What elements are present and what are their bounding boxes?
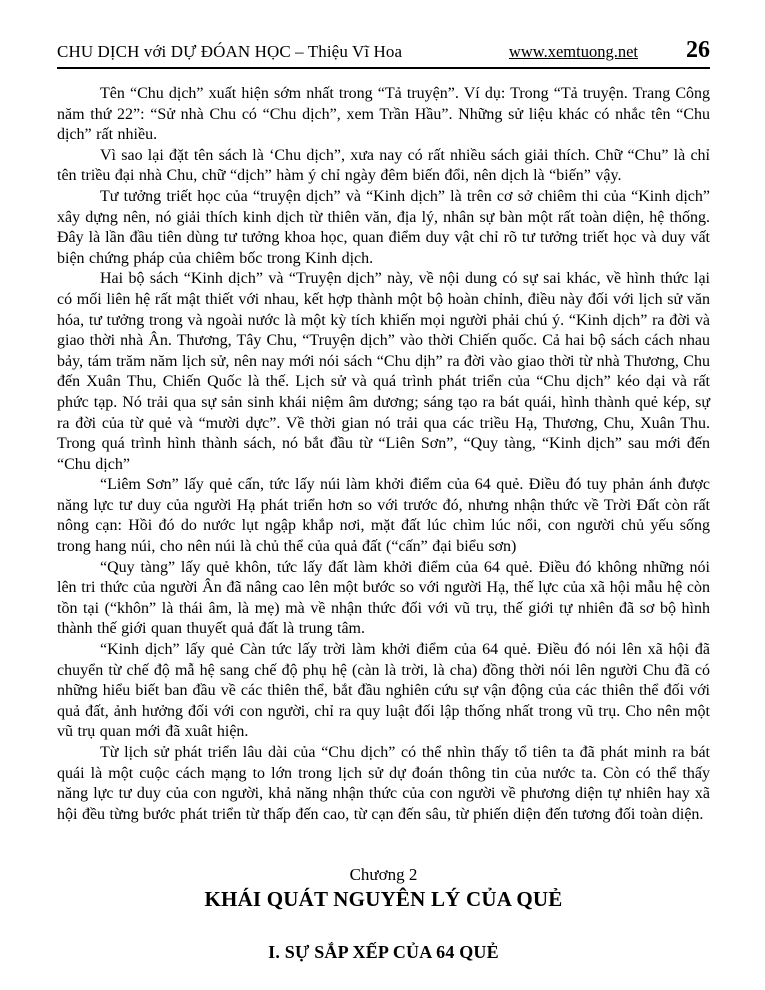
page-number: 26 [686, 37, 710, 63]
paragraph: Tên “Chu dịch” xuất hiện sớm nhất trong “Tả truyện”. Ví dụ: Trong “Tả truyện. Trang Công năm thứ 22”: “Sử nhà Chu có “Chu dịch”, xem Trần Hầu”. Những sử liệu khác có nhắc tên “Chu dịch” rất nhiều. [57, 85, 710, 144]
paragraph: Từ lịch sử phát triển lâu dài của “Chu dịch” có thể nhìn thấy tổ tiên ta đã phát minh ra bát quái là một cuộc cách mạng to lớn trong lịch sử dự đoán thông tin của nước ta. Còn có thể thấy năng lực tư duy của con người, khả năng nhận thức của con người về phương diện tự nhiên hay xã hội đều từng bước phát triển từ thấp đến cao, từ cạn đến sâu, từ phiến diện đến tương đối toàn diện. [57, 744, 710, 823]
chapter-heading [57, 865, 710, 963]
paragraph: Hai bộ sách “Kinh dịch” và “Truyện dịch” này, về nội dung có sự sai khác, về hình thức lại có mối liên hệ rất mật thiết với nhau, kết hợp thành một bộ hoàn chỉnh, điều này đối với lịch sử văn hóa, tư tưởng trong và ngoài nước là một kỳ tích khiến mọi người phải chú ý. “Kinh dịch” ra đời và giao thời nhà Ân. Thương, Tây Chu, “Truyện dịch” vào thời Chiến quốc. Cả hai bộ sách cách nhau bảy, tám trăm năm lịch sử, nên nay mới nói sách “Chu dịh” ra đời vào giao thời từ nhà Thương, Chu đến Xuân Thu, Chiến Quốc là thế. Lịch sử và quá trình phát triển của “Chu dịch” kéo dại và rất phức tạp. Nó trải qua sự sản sinh khái niệm âm dương; sáng tạo ra bát quái, hình thành quẻ kép, sự ra đời của từ quẻ và “mười dực”. Về thời gian nó trải qua các triều Hạ, Thương, Chu, Xuân Thu. Trong quá trình hình thành sách, nó bắt đầu từ “Liên Sơn”, “Quy tàng, “Kinh dịch” sau mới đến “Chu dịch” [57, 270, 710, 473]
body-text [57, 84, 710, 825]
paragraph: “Kinh dịch” lấy quẻ Càn tức lấy trời làm khởi điểm của 64 quẻ. Điều đó nói lên xã hội đã chuyển từ chế độ mẫ hệ sang chế độ phụ hệ (càn là trời, là cha) đồng thời nói lên người Chu đã có những hiểu biết ban đầu về các thiên thể, bắt đầu nghiên cứu sự vận động của các thiên thể đối với quả đất, ảnh hưởng đối với con người, chỉ ra quy luật đối lập thống nhất trong vũ trụ. Cho nên một vũ trụ quan mới đã xuât hiện. [57, 641, 710, 741]
page-header [57, 38, 710, 69]
chapter-title: KHÁI QUÁT NGUYÊN LÝ CỦA QUẺ [204, 887, 563, 912]
section-title: I. SỰ SẮP XẾP CỦA 64 QUẺ [268, 942, 499, 963]
website-link[interactable]: www.xemtuong.net [508, 42, 638, 61]
header-right-group [509, 38, 710, 62]
paragraph: “Quy tàng” lấy quẻ khôn, tức lấy đất làm khởi điểm của 64 quẻ. Điều đó không những nói lên tri thức của người Ân đã nâng cao lên một bước so với người Hạ, thế lực của xã hội mẫu hệ còn tồn tại (“khôn” là thái âm, là mẹ) mà về nhận thức đối với vũ trụ, thế giới tự nhiên đã sơ bộ hình thành thế giới quan thuyết quả đất là trung tâm. [57, 558, 710, 638]
paragraph: “Liêm Sơn” lấy quẻ cấn, tức lấy núi làm khởi điểm của 64 quẻ. Điều đó tuy phản ánh được năng lực tư duy của người Hạ phát triển hơn so với trước đó, nhưng nhận thức về Trời Đất còn rất nông cạn: Hồi đó do nước lụt ngập khắp nơi, mặt đất lúc chìm lúc nổi, con người chủ yếu sống trong hang núi, cho nên núi là chủ thể của quả đất (“cấn” đại biểu sơn) [57, 476, 710, 556]
running-head-title: CHU DỊCH với DỰ ĐÓAN HỌC – Thiệu Vĩ Hoa [57, 42, 403, 61]
paragraph: Vì sao lại đặt tên sách là ‘Chu dịch”, xưa nay có rất nhiều sách giải thích. Chữ “Chu” là chỉ tên triều đại nhà Chu, chữ “dịch” hàm ý chỉ ngày đêm biến đổi, nên dịch là “biến” vậy. [57, 146, 710, 185]
paragraph: Tư tưởng triết học của “truyện dịch” và “Kinh dịch” là trên cơ sở chiêm thi của “Kinh dịch” xây dựng nên, nó giải thích kinh dịch từ thiên văn, địa lý, nhân sự bàn một rất toàn diện, hệ thống. Đây là lần đầu tiên dùng tư tưởng khoa học, quan điểm duy vật chỉ rõ tư tưởng triết học và duy vất biện chứng pháp của chiêm bốc trong Kinh dịch. [57, 187, 710, 267]
chapter-number: Chương 2 [349, 865, 418, 885]
